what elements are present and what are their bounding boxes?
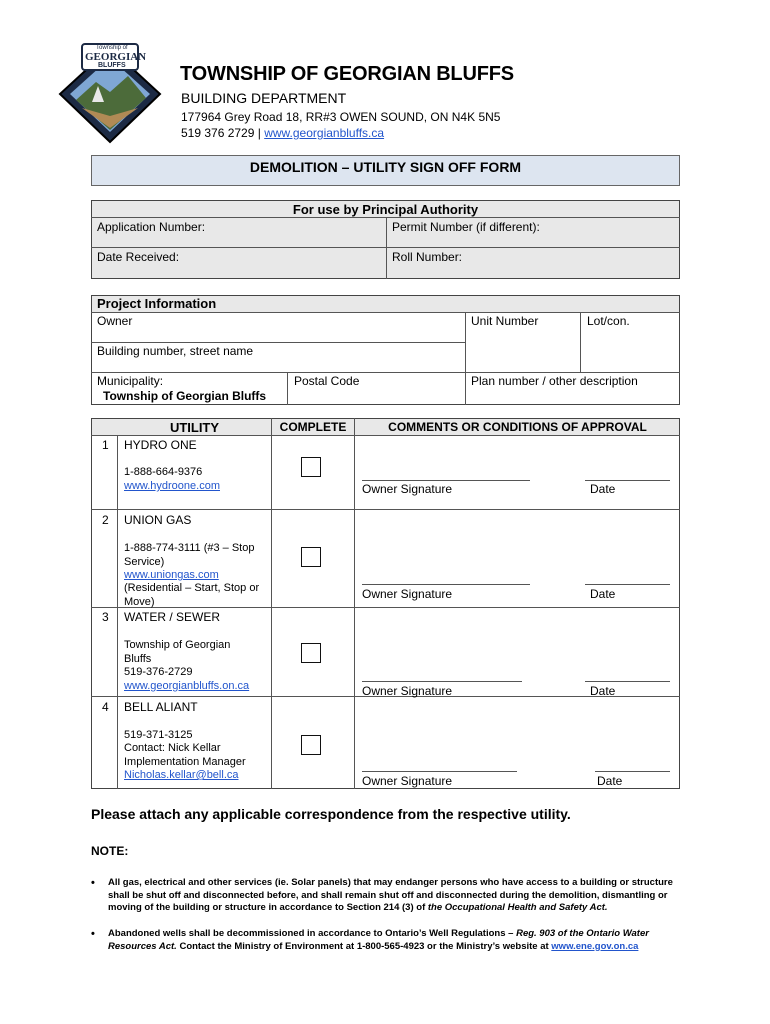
owner-signature-line[interactable] xyxy=(362,480,530,481)
complete-checkbox[interactable] xyxy=(301,643,321,663)
utility-line: Township of Georgian xyxy=(124,639,231,651)
municipality-value: Township of Georgian Bluffs xyxy=(103,389,267,403)
date-line[interactable] xyxy=(585,480,670,481)
owner-signature-label: Owner Signature xyxy=(362,684,453,698)
owner-signature-line[interactable] xyxy=(362,681,522,682)
utility-phone: 519-371-3125 xyxy=(124,729,193,741)
divider xyxy=(91,435,680,436)
row-number: 2 xyxy=(102,513,109,527)
note-regulation: Reg. 903 of the Ontario Water Resources Act. xyxy=(108,928,649,952)
utility-link[interactable]: www.uniongas.com xyxy=(124,569,219,581)
owner-signature-line[interactable] xyxy=(362,771,517,772)
divider xyxy=(117,435,118,789)
col-complete: COMPLETE xyxy=(279,420,347,434)
form-title-bar xyxy=(91,155,680,186)
divider xyxy=(287,372,288,405)
bullet-icon: • xyxy=(91,928,95,940)
address: 177964 Grey Road 18, RR#3 OWEN SOUND, ON N4K 5N5 xyxy=(181,110,501,124)
logo-text-top: Township of xyxy=(96,45,128,51)
complete-checkbox[interactable] xyxy=(301,547,321,567)
divider xyxy=(354,418,355,789)
date-line[interactable] xyxy=(585,681,670,682)
divider xyxy=(91,312,680,313)
utility-phone-cont: Service) xyxy=(124,556,165,568)
date-label: Date xyxy=(590,482,616,496)
utility-phone: 1-888-664-9376 xyxy=(124,466,203,478)
roll-number-field[interactable]: Roll Number: xyxy=(392,250,463,264)
date-received-field[interactable]: Date Received: xyxy=(97,250,180,264)
page-title: TOWNSHIP OF GEORGIAN BLUFFS xyxy=(180,63,514,85)
utility-link[interactable]: www.georgianbluffs.on.ca xyxy=(124,680,250,692)
utility-name: WATER / SEWER xyxy=(124,610,220,624)
building-number-field[interactable]: Building number, street name xyxy=(97,344,254,358)
phone-number: 519 376 2729 | xyxy=(181,126,265,140)
utility-email-link[interactable]: Nicholas.kellar@bell.ca xyxy=(124,769,239,781)
date-label: Date xyxy=(597,774,623,788)
owner-signature-label: Owner Signature xyxy=(362,587,453,601)
authority-heading: For use by Principal Authority xyxy=(292,202,479,217)
attach-instruction: Please attach any applicable correspondence from the respective utility. xyxy=(91,806,571,822)
department-name: BUILDING DEPARTMENT xyxy=(181,90,347,106)
owner-signature-label: Owner Signature xyxy=(362,482,453,496)
col-comments: COMMENTS OR CONDITIONS OF APPROVAL xyxy=(388,420,647,434)
logo-text-sub: BLUFFS xyxy=(98,62,126,69)
utility-line: Bluffs xyxy=(124,653,152,665)
lot-con-field[interactable]: Lot/con. xyxy=(587,314,630,328)
row-number: 1 xyxy=(102,438,109,452)
ministry-website-link[interactable]: www.ene.gov.on.ca xyxy=(551,940,639,952)
owner-signature-line[interactable] xyxy=(362,584,530,585)
divider xyxy=(386,217,387,279)
complete-checkbox[interactable] xyxy=(301,457,321,477)
divider xyxy=(91,509,680,510)
divider xyxy=(580,312,581,373)
utility-name: UNION GAS xyxy=(124,513,192,527)
utility-phone: 1-888-774-3111 (#3 – Stop xyxy=(124,542,255,554)
bullet-icon: • xyxy=(91,877,95,889)
form-title: DEMOLITION – UTILITY SIGN OFF FORM xyxy=(249,159,522,175)
note-bullet-2 xyxy=(91,928,681,953)
utility-name: BELL ALIANT xyxy=(124,700,198,714)
divider xyxy=(465,312,466,405)
date-label: Date xyxy=(590,587,616,601)
utility-name: HYDRO ONE xyxy=(124,438,197,452)
utility-note-cont: Move) xyxy=(124,596,155,608)
notes-section xyxy=(91,806,691,822)
divider xyxy=(271,418,272,789)
owner-field[interactable]: Owner xyxy=(97,314,133,328)
date-line[interactable] xyxy=(585,584,670,585)
note-text: All gas, electrical and other services (ie. Solar panels) that may endanger persons who have access to a building or structure shall be shut off and disconnected before, and shall remain shut off and disconnected during the demolition, dismantling or moving of the building or structure in accordance to Section 214 (3) of xyxy=(108,877,673,913)
plan-number-field[interactable]: Plan number / other description xyxy=(471,374,638,388)
postal-code-field[interactable]: Postal Code xyxy=(294,374,360,388)
note-text: Abandoned wells shall be decommissioned in accordance to Ontario’s Well Regulations – xyxy=(108,928,517,939)
row-number: 3 xyxy=(102,610,109,624)
logo-text-main: GEORGIAN xyxy=(85,51,147,63)
website-link[interactable]: www.georgianbluffs.ca xyxy=(264,126,385,140)
row-number: 4 xyxy=(102,700,109,714)
utility-note: (Residential – Start, Stop or xyxy=(124,582,260,594)
date-line[interactable] xyxy=(595,771,670,772)
note-text-cont: Contact the Ministry of Environment at 1-800-565-4923 or the Ministry’s website at xyxy=(176,940,552,952)
complete-checkbox[interactable] xyxy=(301,735,321,755)
application-number-field[interactable]: Application Number: xyxy=(97,220,206,234)
divider xyxy=(91,607,680,608)
note-label: NOTE: xyxy=(91,844,129,858)
utility-link[interactable]: www.hydroone.com xyxy=(124,480,220,492)
date-label: Date xyxy=(590,684,616,698)
owner-signature-label: Owner Signature xyxy=(362,774,453,788)
divider xyxy=(91,342,465,343)
note-bullet-1 xyxy=(91,877,681,915)
note-act: the Occupational Health and Safety Act. xyxy=(427,902,608,913)
contact-line xyxy=(181,126,384,140)
municipality-label: Municipality: xyxy=(97,374,164,388)
utility-phone: 519-376-2729 xyxy=(124,666,193,678)
col-utility: UTILITY xyxy=(169,420,220,435)
township-logo xyxy=(56,42,164,146)
project-heading: Project Information xyxy=(97,296,217,311)
permit-number-field[interactable]: Permit Number (if different): xyxy=(392,220,540,234)
utility-contact: Contact: Nick Kellar xyxy=(124,742,221,754)
unit-number-field[interactable]: Unit Number xyxy=(471,314,539,328)
divider xyxy=(91,372,680,373)
utility-contact-title: Implementation Manager xyxy=(124,756,246,768)
